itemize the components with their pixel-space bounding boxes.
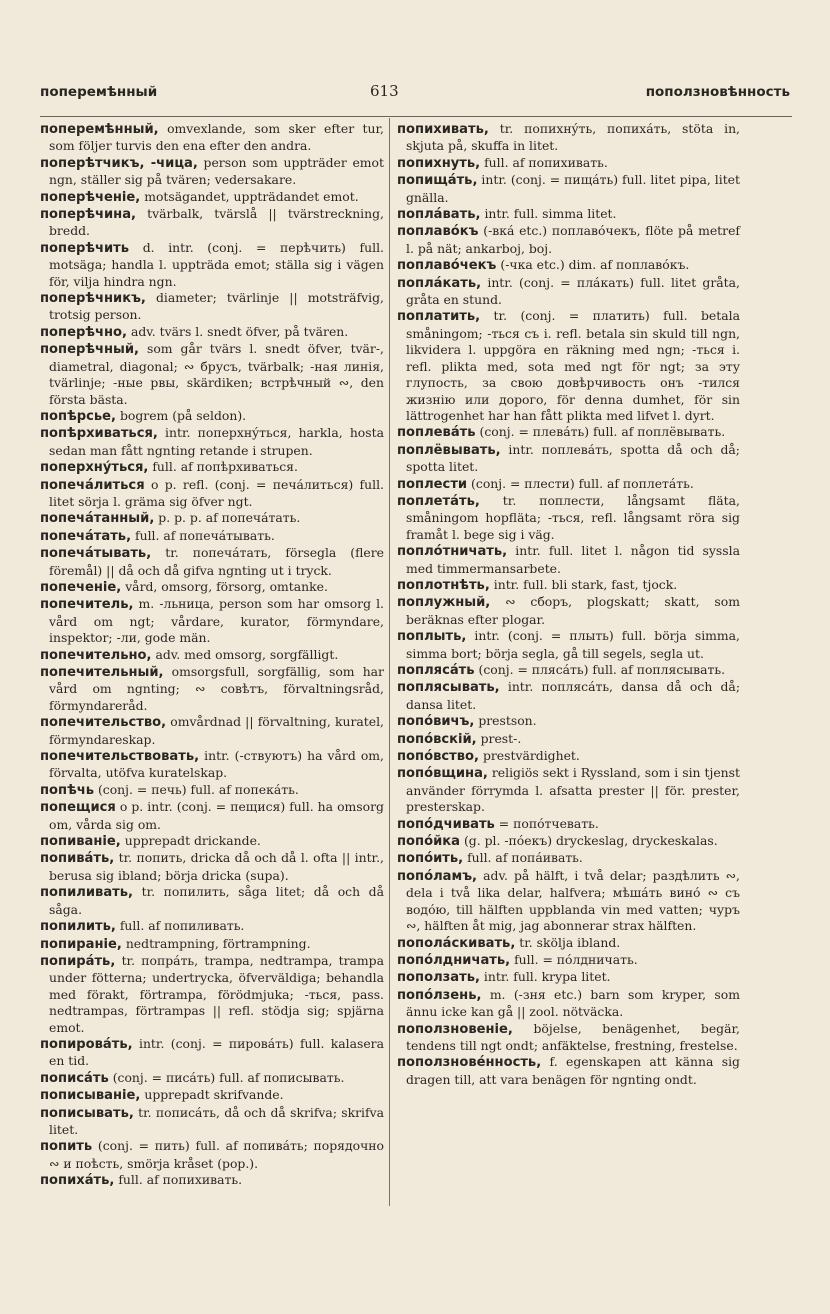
entry-definition: intr. full. krypa litet. [483, 969, 611, 985]
dictionary-entry [40, 459, 384, 476]
entry-definition: intr. (-ствуютъ) ha vård om, förvalta, utöfva kuratelskap. [49, 748, 384, 781]
dictionary-entry [40, 833, 384, 850]
dictionary-entry [397, 850, 740, 867]
entry-headword: поплавóчекъ [397, 258, 497, 274]
entry-headword: поплóтничать, [397, 544, 508, 560]
entry-definition: (-чка etc.) dim. af поплавóкъ. [500, 257, 690, 273]
entry-headword: поперѣчить [40, 240, 130, 256]
dictionary-entry [40, 647, 384, 664]
dictionary-entry [397, 257, 740, 274]
entry-definition: omsorgsfull, sorgfällig, som har vård om ngnting; ∾ совѣтъ, förvaltningsråd, förmyndareråd. [49, 664, 384, 713]
entry-headword: попить [40, 1139, 93, 1155]
entry-definition: omvexlande, som sker efter tur, som följer turvis den ena efter den andra. [49, 121, 384, 154]
entry-headword: поплыть, [397, 629, 467, 645]
entry-definition: intr. full. bli stark, fast, tjock. [493, 576, 678, 592]
dictionary-entry [40, 510, 384, 527]
entry-headword: поперемѣнный, [40, 122, 159, 137]
page-number: 613 [370, 82, 399, 100]
entry-headword: попещися [40, 800, 116, 816]
dictionary-entry [397, 172, 740, 206]
entry-headword: попечáтать, [40, 528, 132, 544]
entry-definition: diameter; tvärlinje || motsträfvig, trotsig person. [49, 290, 384, 323]
entry-headword: попихáть, [40, 1173, 115, 1189]
entry-headword: попечáтывать, [40, 546, 152, 562]
entry-headword: попóдчивать [397, 816, 495, 832]
entry-definition: intr. (conj. = плáкать) full. litet gråta, gråta en stund. [406, 274, 740, 308]
dictionary-entry [40, 799, 384, 833]
dictionary-entry [40, 1172, 384, 1189]
entry-headword: поплотнѣть, [397, 577, 490, 593]
entry-headword: попѣчь [40, 782, 94, 798]
dictionary-entry [397, 206, 740, 223]
dictionary-entry [397, 1054, 740, 1088]
entry-headword: попираніе, [40, 936, 122, 952]
entry-headword: поползновеніе, [397, 1021, 513, 1037]
entry-definition: (conj. = плясáть) full. af поплясывать. [478, 662, 726, 677]
dictionary-entry [40, 528, 384, 545]
entry-headword: попечительный, [40, 665, 164, 680]
entry-headword: попóвскій, [397, 731, 477, 747]
entry-definition: full. af попѣрхиваться. [152, 459, 298, 475]
entry-headword: поплетáть, [397, 493, 480, 509]
entry-headword: поперѣченіе, [40, 189, 141, 205]
entry-definition: omvårdnad || förvaltning, kuratel, förmyndareskap. [49, 714, 384, 747]
entry-definition: o p. refl. (conj. = печáлиться) full. litet sörja l. gräma sig öfver ngt. [49, 476, 384, 509]
dictionary-entry [397, 442, 740, 476]
entry-headword: попóвство, [397, 749, 479, 765]
entry-definition: p. p. p. af попечáтать. [158, 510, 301, 526]
entry-definition: (conj. = печь) full. af попекáть. [97, 781, 299, 797]
dictionary-entry [397, 275, 740, 309]
dictionary-entry [40, 477, 384, 511]
dictionary-entry [40, 579, 384, 596]
dictionary-entry [397, 493, 740, 543]
dictionary-entry [40, 290, 384, 324]
entry-headword: попищáть, [397, 173, 478, 189]
entry-headword: попóлзень, [397, 987, 482, 1003]
dictionary-entry [40, 748, 384, 782]
dictionary-entry [397, 628, 740, 662]
entry-definition: (conj. = плести) full. af поплетáть. [471, 475, 694, 491]
dictionary-entry [40, 189, 384, 206]
entry-headword: попихивать, [397, 122, 489, 137]
dictionary-entry [397, 816, 740, 833]
entry-definition: m. -льница, person som har omsorg l. vård om ngt; vårdare, kurator, förmyndare, inspektor; -ли, gode män. [49, 596, 384, 646]
entry-headword: поплужный, [397, 595, 491, 611]
right-column [397, 121, 740, 1088]
dictionary-entry [40, 1070, 384, 1087]
entry-headword: пополáскивать, [397, 935, 516, 951]
entry-headword: попечáтанный, [40, 511, 155, 527]
entry-definition: o p. intr. (conj. = пещися) full. ha omsorg om, vårda sig om. [49, 799, 384, 832]
dictionary-entry [40, 850, 384, 884]
dictionary-entry [397, 868, 740, 935]
entry-definition: full. af попиливать. [119, 918, 245, 934]
entry-definition: tr. поплести, långsamt fläta, småningom hopfläta; -ться, refl. långsamt röra sig framåt l. bege sig i väg. [406, 492, 740, 542]
entry-headword: поперѣчно, [40, 324, 127, 340]
entry-definition: full. = пóлдничать. [514, 951, 638, 967]
entry-headword: попиливать, [40, 885, 133, 901]
entry-headword: поплёвывать, [397, 442, 501, 458]
entry-definition: (conj. = пить) full. af попивáть; порядочно ∾ и поѣсть, smörja kråset (pop.). [49, 1138, 384, 1171]
dictionary-entry [40, 408, 384, 425]
entry-definition: ∾ сборъ, plogskatt; skatt, som beräknas efter plogar. [406, 594, 740, 627]
dictionary-entry [40, 918, 384, 935]
entry-definition: person som uppträder emot ngn, ställer sig på tvären; vedersakare. [49, 154, 384, 188]
dictionary-entry [40, 206, 384, 240]
entry-definition: tr. попилить, såga litet; då och då såga. [49, 884, 384, 917]
entry-definition: (-вкá etc.) поплавóчекъ, flöte på metref l. på nät; ankarboj, boj. [406, 223, 740, 256]
entry-definition: full. af попихивать. [118, 1172, 243, 1188]
dictionary-entry [397, 662, 740, 679]
entry-headword: поплясывать, [397, 680, 500, 696]
entry-headword: пописываніе, [40, 1088, 141, 1104]
dictionary-entry [397, 833, 740, 850]
entry-definition: intr. (conj. = пищáть) full. litet pipa, litet gnälla. [406, 172, 740, 205]
entry-headword: попиваніе, [40, 834, 121, 850]
entry-definition: full. af попечáтывать. [135, 527, 275, 543]
entry-headword: поплатить, [397, 309, 481, 325]
dictionary-entry [397, 952, 740, 969]
entry-definition: tr. пописáть, då och då skrifva; skrifva litet. [49, 1104, 384, 1137]
dictionary-entry [40, 1138, 384, 1172]
left-column [40, 121, 384, 1190]
entry-headword: поперѣчникъ, [40, 291, 146, 307]
dictionary-entry [40, 121, 384, 155]
dictionary-entry [40, 664, 384, 714]
entry-headword: попóламъ, [397, 868, 478, 884]
dictionary-entry [40, 324, 384, 341]
entry-headword: пописывать, [40, 1105, 134, 1121]
entry-definition: full. af попихивать. [484, 154, 608, 170]
entry-headword: поперхнýться, [40, 460, 149, 476]
dictionary-entry [397, 765, 740, 815]
dictionary-entry [40, 596, 384, 646]
entry-headword: поплевáть [397, 425, 476, 441]
entry-definition: intr. поплясáть, dansa då och då; dansa litet. [406, 679, 740, 712]
entry-definition: adv. med omsorg, sorgfälligt. [155, 646, 339, 662]
header-rule [40, 116, 792, 117]
dictionary-entry [40, 155, 384, 189]
entry-definition: m. (-зня etc.) barn som kryper, som ännu icke kan gå || zool. nötväcka. [406, 986, 740, 1020]
entry-headword: поплáвать, [397, 207, 481, 223]
dictionary-entry [40, 240, 384, 290]
dictionary-entry [397, 577, 740, 594]
entry-headword: попечáлиться [40, 477, 145, 493]
dictionary-entry [40, 953, 384, 1036]
entry-definition: upprepadt drickande. [124, 833, 261, 849]
entry-headword: поплести [397, 476, 468, 492]
entry-headword: попѣрхиваться, [40, 426, 158, 442]
entry-definition: tr. попить, dricka då och då l. ofta || intr., berusa sig ibland; börja dricka (supa). [49, 850, 384, 883]
dictionary-entry [40, 714, 384, 748]
dictionary-entry [40, 545, 384, 579]
entry-definition: intr. full. litet l. någon tid syssla med timmermansarbete. [406, 543, 740, 576]
dictionary-entry [397, 594, 740, 628]
entry-definition: upprepadt skrifvande. [144, 1087, 284, 1103]
entry-definition: tr. skölja ibland. [519, 934, 621, 950]
entry-definition: intr. full. simma litet. [484, 206, 617, 222]
entry-definition: prest-. [480, 730, 522, 746]
entry-definition: religiös sekt i Ryssland, som i sin tjenst använder förrymda l. afsatta prester || för. prester, presterskap. [406, 765, 740, 815]
dictionary-entry [397, 935, 740, 952]
entry-headword: попѣрсье, [40, 408, 116, 424]
entry-definition: vård, omsorg, försorg, omtanke. [125, 578, 328, 594]
entry-definition: prestvärdighet. [482, 748, 580, 764]
entry-headword: попóвичъ, [397, 714, 475, 730]
entry-definition: prestson. [478, 713, 537, 729]
entry-headword: поплáкать, [397, 275, 482, 291]
entry-definition: nedtrampning, förtrampning. [125, 935, 311, 951]
entry-headword: попóвщина, [397, 766, 488, 782]
entry-definition: adv. tvärs l. snedt öfver, på tvären. [130, 323, 349, 339]
entry-definition: bogrem (på seldon). [119, 407, 247, 423]
entry-headword: попечитель, [40, 597, 134, 613]
entry-definition: tvärbalk, tvärslå || tvärstreckning, bredd. [49, 206, 384, 239]
entry-definition: intr. поперхнýться, harkla, hosta sedan man fått ngnting retande i strupen. [49, 425, 384, 458]
dictionary-entry [397, 679, 740, 713]
dictionary-entry [397, 969, 740, 986]
entry-definition: (conj. = писáть) full. af пописывать. [112, 1069, 345, 1085]
entry-definition: intr. (conj. = плыть) full. börja simma, simma bort; börja segla, gå till segels, segla ut. [406, 628, 740, 661]
dictionary-entry [40, 1087, 384, 1104]
entry-definition: tr. (conj. = платить) full. betala småningom; -ться съ i. refl. betala sin skuld till ngn, likvidera l. uppgöra en räkning med ngn; -ться i. refl. plikta med, sota med ngt för ngt; за эту глупость, за свою довѣрчивость онъ -тился жизнію или дорого, för denna dumhet, för sin lättrogenhet har han fått plikta med lifvet l. dyrt. [406, 308, 740, 423]
column-divider [389, 118, 390, 1206]
entry-definition: full. af попáивать. [467, 850, 583, 866]
dictionary-entry [40, 782, 384, 799]
header-last-word: поползновѣнность [645, 84, 790, 100]
header-first-word: поперемѣнный [40, 84, 158, 100]
dictionary-entry [397, 155, 740, 172]
entry-headword: поползновéнность, [397, 1055, 542, 1071]
dictionary-entry [397, 1021, 740, 1055]
dictionary-entry [40, 425, 384, 459]
dictionary-entry [397, 476, 740, 493]
entry-headword: попихнуть, [397, 155, 481, 171]
entry-definition: tr. попечáтать, försegla (flere föremål) || då och då gifva ngnting ut i tryck. [49, 545, 384, 578]
entry-definition: = попóтчевать. [498, 815, 599, 831]
dictionary-entry [40, 884, 384, 918]
entry-definition: intr. (conj. = пировáть) full. kalasera en tid. [49, 1035, 384, 1069]
entry-definition: d. intr. (conj. = перѣчить) full. motsäga; handla l. uppträda emot; ställa sig i vägen för, vilja hindra ngn. [49, 239, 384, 289]
entry-headword: поползать, [397, 970, 480, 986]
page-header [40, 80, 790, 104]
entry-headword: пописáть [40, 1070, 109, 1086]
entry-definition: tr. попихнýть, попихáть, stöta in, skjuta på, skuffa in litet. [406, 121, 740, 154]
entry-definition: adv. på hälft, i två delar; раздѣлить ∾, dela i två lika delar, halfvera; мѣшáть винó ∾ съ водóю, till hälften uppblanda vin med vatten; чуръ ∾, hälften åt mig, jag abonnerar strax hälften. [406, 867, 740, 934]
entry-definition: som går tvärs l. snedt öfver, tvär-, diametral, diagonal; ∾ брусъ, tvärbalk; -ная линія, tvärlinje; -ные рвы, skärdiken; встрѣчный ∾, den första bästa. [49, 341, 384, 407]
dictionary-entry [40, 936, 384, 953]
entry-headword: поперѣчина, [40, 207, 136, 223]
entry-headword: попеченіе, [40, 579, 122, 595]
entry-headword: попечительно, [40, 647, 152, 663]
entry-definition: motsägandet, uppträdandet emot. [144, 188, 359, 204]
entry-headword: попирáть, [40, 953, 116, 969]
entry-definition: (conj. = плевáть) full. af поплёвывать. [479, 424, 726, 440]
dictionary-entry [40, 341, 384, 408]
entry-headword: поплясáть [397, 663, 475, 678]
entry-headword: поплавóкъ [397, 224, 479, 240]
entry-headword: попóить, [397, 851, 464, 867]
entry-definition: f. egenskapen att känna sig dragen till, att vara benägen för ngnting ondt. [406, 1054, 740, 1087]
dictionary-entry [397, 987, 740, 1021]
entry-headword: поперѣчный, [40, 342, 140, 358]
dictionary-entry [40, 1105, 384, 1139]
dictionary-entry [397, 308, 740, 424]
dictionary-entry [40, 1036, 384, 1070]
entry-definition: (g. pl. -пóекъ) dryckeslag, dryckeskalas. [463, 833, 718, 849]
dictionary-entry [397, 748, 740, 765]
entry-headword: попечительство, [40, 715, 167, 731]
dictionary-entry [397, 424, 740, 441]
dictionary-entry [397, 121, 740, 155]
dictionary-entry [397, 543, 740, 577]
entry-headword: попóйка [397, 834, 460, 850]
entry-headword: попечительствовать, [40, 749, 200, 765]
dictionary-entry [397, 731, 740, 748]
entry-definition: böjelse, benägenhet, begär, tendens till ngt ondt; anfäktelse, frestning, frestelse. [406, 1020, 740, 1053]
dictionary-entry [397, 713, 740, 730]
entry-headword: поперѣтчикъ, -чица, [40, 155, 198, 171]
dictionary-entry [397, 223, 740, 257]
entry-definition: intr. поплевáть, spotta då och då; spotta litet. [406, 441, 740, 475]
entry-headword: попилить, [40, 919, 116, 935]
entry-headword: попóлдничать, [397, 952, 511, 968]
entry-headword: попировáть, [40, 1036, 133, 1052]
entry-definition: tr. попрáть, trampa, nedtrampa, trampa under fötterna; undertrycka, öfverväldiga; behandla med förakt, förtrampa, förödmjuka; -ться, pass. nedtrampas, förtrampas || refl. stödja sig; spjärna emot. [49, 952, 384, 1035]
entry-headword: попивáть, [40, 851, 115, 867]
